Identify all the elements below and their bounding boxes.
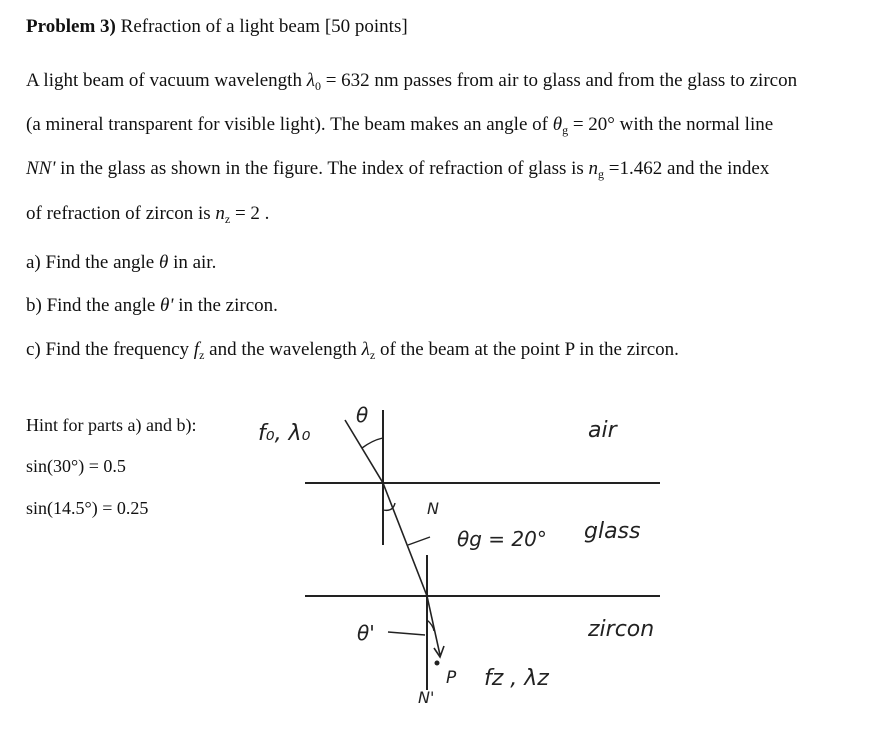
subscript: z xyxy=(224,212,231,226)
label-theta-g: θg = 20° xyxy=(457,527,547,551)
n-symbol: n xyxy=(215,203,225,224)
beam-in-glass xyxy=(383,483,427,596)
label-theta: θ xyxy=(356,403,369,427)
label-glass: glass xyxy=(584,519,641,544)
text-fragment: c) Find the frequency xyxy=(26,339,194,360)
theta-g-pointer xyxy=(408,537,430,545)
subscript: 0 xyxy=(314,79,321,93)
label-p: P xyxy=(446,668,457,688)
point-p xyxy=(435,661,440,666)
label-air: air xyxy=(588,418,617,443)
n-symbol: n xyxy=(588,158,599,179)
subscript: g xyxy=(562,123,569,137)
label-n-prime: N' xyxy=(418,688,435,707)
text-fragment: b) Find the angle xyxy=(26,295,161,316)
theta-prime-pointer xyxy=(388,632,425,635)
beam-in-zircon xyxy=(427,596,440,655)
text-fragment: a) Find the angle xyxy=(26,252,159,273)
subscript: g xyxy=(598,167,605,181)
problem-heading: Refraction of a light beam xyxy=(120,16,321,37)
hint-eq-1: sin(30°) = 0.5 xyxy=(26,456,126,476)
f-symbol: f xyxy=(193,339,200,360)
text-fragment: (a mineral transparent for visible light). The beam makes an angle of xyxy=(26,114,553,135)
text-fragment: and the wavelength xyxy=(204,339,362,360)
angle-arc-theta xyxy=(362,438,383,448)
text-fragment: = 632 nm passes from air to glass and from the glass to zircon xyxy=(320,70,798,91)
text-fragment: in air. xyxy=(168,252,217,273)
text-fragment: of the beam at the point P in the zircon. xyxy=(375,339,679,360)
problem-number: Problem 3) xyxy=(26,16,116,37)
label-f0-lambda0: f₀, λ₀ xyxy=(258,421,311,446)
hint-eq-2: sin(14.5°) = 0.25 xyxy=(26,498,149,518)
text-fragment: A light beam of vacuum wavelength xyxy=(26,70,307,91)
text-fragment: =1.462 and the index xyxy=(604,158,770,179)
label-fz-lambdaz: fz , λz xyxy=(484,666,549,691)
hint-label: Hint for parts a) and b): xyxy=(26,415,197,435)
text-fragment: = 20° with the normal line xyxy=(568,114,774,135)
theta-symbol: θ xyxy=(158,252,169,273)
text-fragment: = 2 . xyxy=(230,203,270,224)
theta-prime-symbol: θ' xyxy=(160,295,174,316)
lambda-symbol: λ xyxy=(306,70,315,91)
label-n: N xyxy=(427,499,439,518)
normal-line-label: NN' xyxy=(26,158,56,179)
subscript: z xyxy=(199,348,205,362)
label-zircon: zircon xyxy=(588,617,655,642)
problem-points: [50 points] xyxy=(324,16,408,37)
beam-in-air xyxy=(345,420,383,483)
text-fragment: in the zircon. xyxy=(173,295,278,316)
text-fragment: in the glass as shown in the figure. The index of refraction of glass is xyxy=(55,158,589,179)
label-theta-prime: θ' xyxy=(357,621,375,645)
theta-symbol: θ xyxy=(552,114,563,135)
subscript: z xyxy=(369,348,376,362)
lambda-symbol: λ xyxy=(361,339,370,360)
text-fragment: of refraction of zircon is xyxy=(26,203,216,224)
